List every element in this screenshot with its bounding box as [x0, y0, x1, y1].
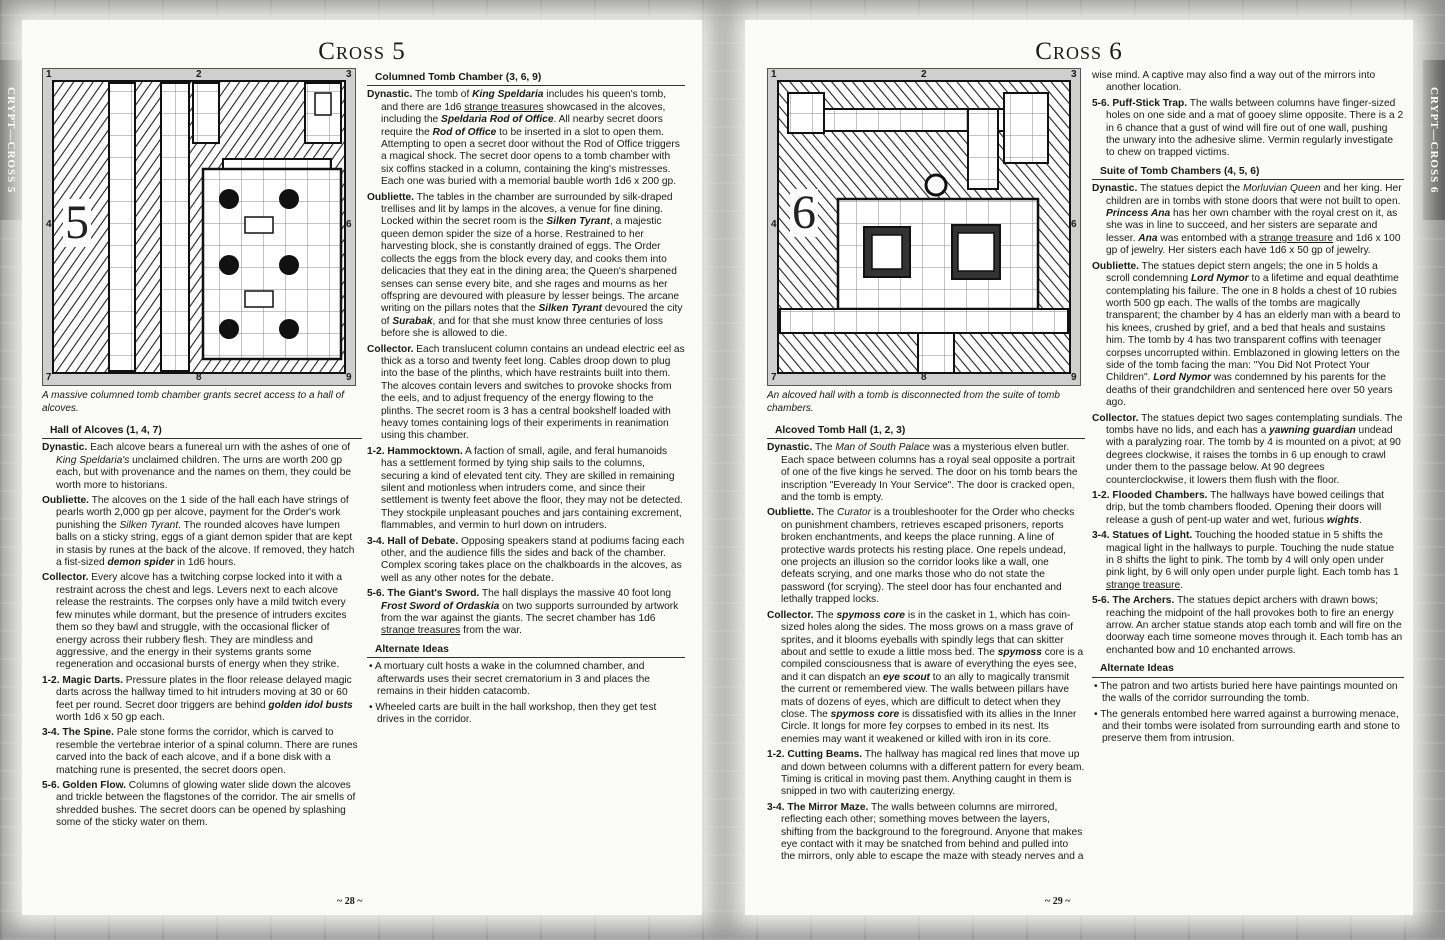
left-page: [22, 20, 702, 915]
map-edge-number: 9: [1071, 372, 1077, 383]
map-edge-number: 8: [196, 372, 202, 383]
bullet-list: [367, 661, 685, 726]
map-caption: An alcoved hall with a tomb is disconnected from the suite of tomb chambers.: [767, 390, 1060, 414]
paragraph: 5-6. Golden Flow. Columns of glowing water slide down the alcoves and trickle between the flagstones of the corridor. The air smells of shredded bushes. The secret doors can be opened by splashing some of the sticky water on them.: [42, 779, 356, 829]
section-heading: Columned Tomb Chamber (3, 6, 9): [367, 72, 685, 86]
map-edge-number: 6: [346, 219, 352, 230]
map-edge-number: 6: [1071, 219, 1077, 230]
paragraph: Oubliette. The statues depict stern angels; the one in 5 holds a scroll condemning Lord Nymor to a lifetime and equal deathtime contemplating his failure. The one in 8 holds a chest of 10 rubies worth 500 gp each. The walls of the tombs are magically transparent; the chamber by 4 has an elderly man with a beard to his knees, crushed by grief, and a bed that heals and sustains him. The tomb by 4 has two transparent coffins with teenager corpses uncorrupted within. Emblazoned in glowing letters on the side of the tomb facing the man: "You Did Not Protect Your Children". Lord Nymor was condemned by his parents for the deaths of their grandchildren and sentenced here over 50 years ago.: [1092, 260, 1401, 409]
paragraph: Collector. The statues depict two sages contemplating sundials. The tombs have no lids, and each has a yawning guardian undead with a paralyzing roar. The tomb by 4 is mounted on a pivot; at 90 degrees clockwise, it raises the tombs in 6 up enough to crawl under them to the passage below. At 90 degrees counterclockwise, it lowers them flush with the floor.: [1092, 412, 1403, 486]
section-heading: Hall of Alcoves (1, 4, 7): [42, 425, 362, 439]
paragraph: Dynastic. The statues depict the Morluvian Queen and her king. Her children are in tombs with stone doors that were not built to open. Princess Ana has her own chamber with the royal crest on it, as she was in line to succeed, and her sisters are separate and lesser. Ana was entombed with a strange treasure and 1d6 x 100 gp of jewelry. Her sisters each have 1d6 x 50 gp of jewelry.: [1092, 183, 1402, 257]
bullet-list: [1092, 681, 1404, 746]
paragraph: Oubliette. The Curator is a troubleshooter for the Order who checks on punishment chambers, retrieves escaped prisoners, reports broken enchantments, and keeps the place running. A line of protective wards protects his resting place. One repels undead, one projects an illusion so the corridor looks like a wall, one defeats scrying, and one marks those who do not state the password (for scrying). The steel door has four enchanted and lethally trapped locks.: [767, 507, 1075, 606]
section-heading: Alternate Ideas: [367, 644, 685, 658]
paragraph: Collector. Every alcove has a twitching corpse locked into it with a restraint across the chest and legs. Levers next to each alcove release the restraints. The corpses only have a mild twitch every few minutes while dormant, but the presence of intruders excites them so they bawl and struggle, with the occasional flicker of energy across their rubbery flesh. They are mindless and aggressive, and the energy in their systems grants some regeneration and occasional bursts of energy when they strike.: [42, 572, 347, 671]
map-edge-number: 7: [46, 372, 52, 383]
map-edge-number: 2: [196, 69, 202, 80]
paragraph: Oubliette. The tables in the chamber are surrounded by silk-draped trellises and lit by lamps in the alcoves, a venue for fine dining. Locked within the secret room is the Silken Tyrant, a majestic queen demon spider the size of a horse. Restrained to her harvesting block, she is constantly drained of eggs. The Order collects the eggs from the block every day, and cooks them into delicacies that they eat in the dining area; the Queen's sharpened senses can sense every bite, and she rages and mourns as her offspring are devoured with pleasure by lesser beings. The arcane writing on the pillars notes that the Silken Tyrant devoured the city of Surabak, and for that she must know three centuries of loss before she is allowed to die.: [367, 191, 683, 340]
page-title: Cross 6: [1035, 38, 1123, 65]
right-column-2: [1092, 70, 1404, 749]
paragraph: 1-2. Cutting Beams. The hallway has magical red lines that move up and down between columns with a different pattern for every beam. Timing is critical in moving past them. Anything caught in them is snipped in two with cauterizing energy.: [767, 749, 1085, 798]
paragraph: 5-6. The Archers. The statues depict archers with drawn bows; reaching the midpoint of the hall provokes both to fire an energy arrow. An archer statue stands atop each tomb and will fire on the doorway each time someone moves through it. Each tomb has an enchanted bow and 10 enchanted arrows.: [1092, 595, 1403, 656]
map-edge-number: 7: [771, 372, 777, 383]
paragraph: 3-4. The Mirror Maze. The walls between columns are mirrored, reflecting each other; something moves between the layers, shifting from the background to the foreground. Anyone that makes eye contact with it may be snatched from behind and pulled into the mirrors, only able to escape the maze with steady nerves and a: [767, 801, 1084, 863]
map-edge-number: 3: [346, 69, 352, 80]
map-edge-number: 1: [771, 69, 777, 80]
bullet-item: • The patron and two artists buried here have paintings mounted on the walls of the corridor surrounding the tomb.: [1094, 680, 1398, 705]
map-edge-number: 2: [921, 69, 927, 80]
map-edge-number: 8: [921, 372, 927, 383]
paragraph: 3-4. The Spine. Pale stone forms the corridor, which is carved to resemble the vertebrae interior of a spinal column. There are runes carved into the back of each alcove, and if a bone disk with a matching rune is presented, the secret doors open.: [42, 727, 358, 776]
map-edge-number: 3: [1071, 69, 1077, 80]
paragraph: Dynastic. Each alcove bears a funereal urn with the ashes of one of King Speldaria's unclaimed children. The urns are worth 200 gp each, but with provenance and the names on them, they could be worth more to historians.: [42, 442, 352, 491]
bullet-item: • The generals entombed here warred against a burrowing menace, and their tombs were isolated from surrounding earth and stone to preserve them from intrusion.: [1094, 708, 1400, 745]
right-column-1: [767, 425, 1085, 867]
paragraph: wise mind. A captive may also find a way out of the mirrors into another location.: [1092, 70, 1376, 94]
map-caption: A massive columned tomb chamber grants secret access to a hall of alcoves.: [42, 390, 344, 414]
map-edge-number: 1: [46, 69, 52, 80]
map-edge-number: 4: [771, 219, 777, 230]
right-page: [745, 20, 1413, 915]
map-section-number: 6: [792, 186, 816, 239]
paragraph: Oubliette. The alcoves on the 1 side of the hall each have strings of pearls worth 2,000 gp per alcove, payment for the Order's work punishing the Silken Tyrant. The rounded alcoves have lumpen balls on a sticky string, eggs of a giant demon spider that are kept in stasis by runes at the back of the alcove. If removed, they hatch a fist-sized demon spider in 1d6 hours.: [42, 495, 355, 569]
section-heading: Suite of Tomb Chambers (4, 5, 6): [1092, 166, 1404, 180]
dungeon-map-cross-5: [42, 68, 356, 386]
paragraph: 3-4. Statues of Light. Touching the hooded statue in 5 shifts the magical light in the hallways to purple. Touching the nude statue in 8 shifts the light to pink. The tomb by 4 will only open under pink light, by 6 will only open under purple light. Each tomb has 1 strange treasure.: [1092, 530, 1399, 591]
page-number: ~ 29 ~: [1045, 896, 1071, 907]
bullet-item: • A mortuary cult hosts a wake in the columned chamber, and afterwards uses their secret crematorium in 3 and places the remains in their hidden catacomb.: [369, 661, 650, 698]
page-number: ~ 28 ~: [337, 896, 363, 907]
paragraph: 3-4. Hall of Debate. Opposing speakers stand at podiums facing each other, and the audience fills the sides and back of the chamber. Complex scoring takes place on the chalkboards in the alcoves, as well as any other notes for the debate.: [367, 535, 685, 584]
paragraph: 1-2. Magic Darts. Pressure plates in the floor release delayed magic darts across the hallway timed to hit intruders moving at 30 or 60 feet per round. Secret door triggers are behind golden idol busts worth 1d6 x 50 gp each.: [42, 674, 353, 723]
side-tab-crypt-cross-6: CRYPT—CROSS 6: [1423, 60, 1445, 220]
side-tab-crypt-cross-5: CRYPT—CROSS 5: [0, 60, 22, 220]
paragraph: Dynastic. The tomb of King Speldaria includes his queen's tomb, and there are 1d6 strange treasures showcased in the alcoves, including the Speldaria Rod of Office. All nearby secret doors require the Rod of Office to be inserted in a slot to open them. Attempting to open a secret door without the Rod of Office triggers a magical shock. The secret door opens to a tomb chamber with six coffins stacked in a column, containing the king's mistresses. Each one was buried with a memorial bauble worth 1d6 x 200 gp.: [367, 89, 680, 188]
page-title: Cross 5: [318, 38, 406, 65]
map-edge-number: 9: [346, 372, 352, 383]
map-edge-number: 4: [46, 219, 52, 230]
left-column-2: [367, 72, 685, 729]
left-column-1: [42, 425, 362, 833]
paragraph: Collector. Each translucent column contains an undead electric eel as thick as a torso and twenty feet long. Cables droop down to plug into the base of the plinths, which have restraints built into them. The alcoves contain levers and switches to provoke shocks from the eels, and to adjust frequency of the energy flowing to the plinths. The secret room is 3 has a central bookshelf loaded with heavy tomes containing logs of their experiments in reanimation using this chamber.: [367, 343, 685, 442]
paragraph: 5-6. The Giant's Sword. The hall displays the massive 40 foot long Frost Sword of Ordaskia on two supports surrounded by artwork from the war against the giants. The secret chamber has 1d6 strange treasures from the war.: [367, 588, 679, 637]
bullet-item: • Wheeled carts are built in the hall workshop, then they get test drives in the corridor.: [369, 701, 657, 725]
paragraph: 1-2. Hammocktown. A faction of small, agile, and feral humanoids has a settlement formed by tying ship sails to the columns, securing a kind of elevated tent city. They are skilled in remaining silent and motionless when intruders come, and since their settlement is twenty feet above the floor, they may not be detected. They stockpile unpleasant pouches and jars containing excrement, flammables, and vermin to hurl down on intruders.: [367, 445, 683, 532]
section-heading: Alternate Ideas: [1092, 663, 1404, 677]
paragraph: 5-6. Puff-Stick Trap. The walls between columns have finger-sized holes on one side and a mat of gooey slime opposite. There is a 2 in 6 chance that a gust of wind will fire out of one wall, pushing the unwary into the adhesive slime. Vermin regularly investigate to chew on trapped victims.: [1092, 97, 1404, 159]
paragraph: Collector. The spymoss core is in the casket in 1, which has coin-sized holes along the sides. The moss grows on a mass grave of sprites, and it blooms eyeballs with spindly legs that can skitter about and settle to exude a little moss bed. The spymoss core is a compiled consciousness that is aware of everything the eyes see, and it can dispatch an eye scout to an ally to magically transmit the current or remembered view. The walls between pillars have mats of dozens of eyes, which are difficult to detect when they close. The spymoss core is dissatisfied with its allies in the Inner Circle. It longs for more fey corpses to embed in its nest. Its enemies may want it weakened or killed with iron in its core.: [767, 609, 1084, 745]
paragraph: 1-2. Flooded Chambers. The hallways have bowed ceilings that drip, but the tomb chambers flooded. Opening their doors will release a gush of pent-up water and wet, furious wights.: [1092, 490, 1384, 526]
dungeon-map-cross-6: [767, 68, 1081, 386]
section-heading: Alcoved Tomb Hall (1, 2, 3): [767, 425, 1085, 439]
paragraph: Dynastic. The Man of South Palace was a mysterious elven butler. Each space between columns has a royal seal opposite a portrait of one of the five kings he served. The door on his tomb bears the inscription "Eveready In Your Service". The door is cracked open, and the tomb is empty.: [767, 442, 1078, 504]
map-section-number: 5: [65, 196, 89, 249]
